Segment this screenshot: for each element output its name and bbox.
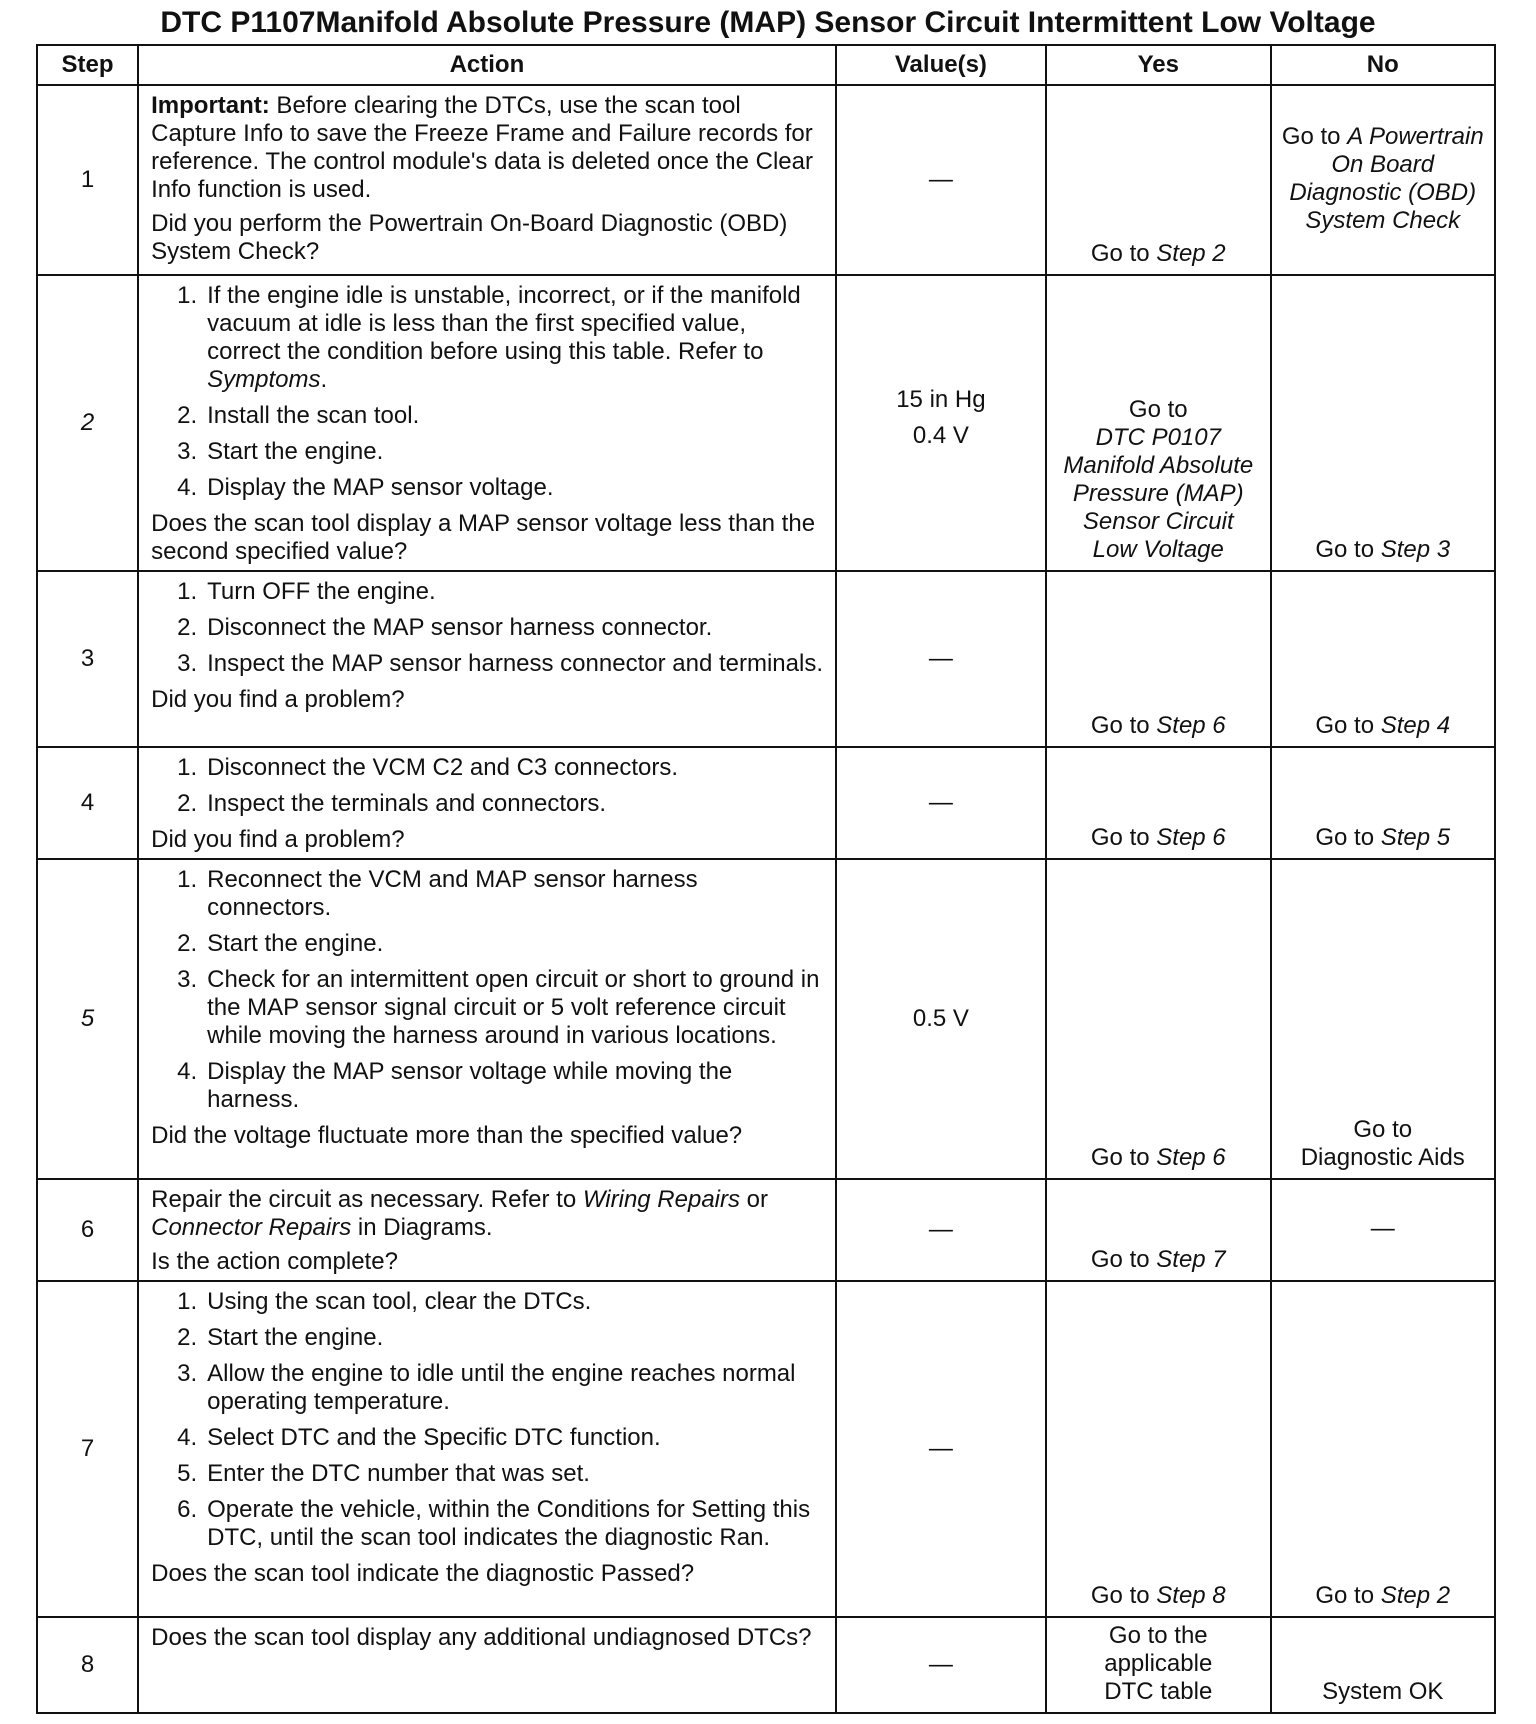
- action-question: Did you find a problem?: [151, 826, 405, 853]
- item-number: 3.: [177, 438, 198, 465]
- action-cell: [138, 85, 836, 275]
- no-reference: Step 2: [1380, 1582, 1451, 1609]
- table-header-row: [37, 45, 1495, 85]
- yes-line: applicable: [1104, 1650, 1213, 1677]
- table-row-step-1: [37, 85, 1495, 275]
- item-text: Select DTC and the Specific DTC function.: [207, 1424, 661, 1451]
- yes-prefix: Go to: [1090, 712, 1157, 739]
- item-number: 2.: [177, 930, 198, 957]
- list-item: [151, 578, 825, 606]
- item-text: Using the scan tool, clear the DTCs.: [207, 1288, 592, 1315]
- list-item: [151, 614, 825, 642]
- header-step: Step: [37, 45, 138, 85]
- action-cell: [138, 747, 836, 859]
- item-text: Start the engine.: [207, 930, 384, 957]
- yes-reference: Step 6: [1156, 824, 1226, 851]
- no-prefix: Go to: [1315, 1582, 1381, 1609]
- no-line: Diagnostic Aids: [1300, 1144, 1465, 1171]
- no-prefix: Go to: [1315, 712, 1381, 739]
- action-cell: [138, 571, 836, 747]
- action-cell: [138, 859, 836, 1179]
- item-text: Display the MAP sensor voltage.: [207, 474, 554, 501]
- no-prefix: Go to: [1315, 824, 1381, 851]
- values-cell: —: [836, 1617, 1046, 1713]
- table-row-step-6: [37, 1179, 1495, 1281]
- action-question: Does the scan tool display a MAP sensor voltage less than the second specified value?: [151, 510, 816, 565]
- list-item: [151, 790, 825, 818]
- document-title: DTC P1107Manifold Absolute Pressure (MAP) Sensor Circuit Intermittent Low Voltage: [160, 6, 1376, 39]
- item-number: 1.: [177, 1288, 198, 1315]
- no-prefix: Go to: [1281, 123, 1348, 150]
- item-number: 4.: [177, 474, 198, 501]
- action-question: Does the scan tool indicate the diagnostic Passed?: [151, 1560, 695, 1587]
- item-text-end: .: [320, 366, 328, 393]
- yes-reference: Step 2: [1156, 240, 1226, 267]
- list-item: [151, 930, 825, 958]
- repair-text: or: [740, 1186, 769, 1213]
- yes-prefix: Go to: [1090, 1582, 1157, 1609]
- item-number: 2.: [177, 790, 198, 817]
- list-item: [151, 474, 825, 502]
- list-item: [151, 754, 825, 782]
- header-no: No: [1271, 45, 1496, 85]
- list-item: [151, 402, 825, 430]
- list-item: [151, 866, 825, 922]
- no-reference: A Powertrain On Board Diagnostic (OBD) System Check: [1289, 123, 1484, 234]
- yes-prefix: Go to: [1090, 1144, 1157, 1171]
- yes-reference-line: Pressure (MAP): [1072, 480, 1244, 507]
- table-row-step-7: [37, 1281, 1495, 1617]
- action-question: Did the voltage fluctuate more than the specified value?: [151, 1122, 743, 1149]
- item-text-part: If the engine idle is unstable, incorrect, or if the manifold vacuum at idle is less than the first specified value, correct the condition before using this table. Refer to: [207, 282, 801, 365]
- item-text: Start the engine.: [207, 1324, 384, 1351]
- item-number: 1.: [177, 754, 198, 781]
- item-text: Disconnect the MAP sensor harness connector.: [207, 614, 713, 641]
- step-number: 2: [37, 275, 138, 571]
- list-item: [151, 438, 825, 466]
- values-cell: —: [836, 85, 1046, 275]
- values-cell: —: [836, 1281, 1046, 1617]
- action-cell: [138, 1281, 836, 1617]
- yes-cell: [1046, 1617, 1270, 1713]
- list-item: [151, 966, 825, 1050]
- item-number: 3.: [177, 966, 198, 993]
- no-cell: [1271, 571, 1496, 747]
- no-line: Go to: [1353, 1116, 1413, 1143]
- yes-reference-line: Sensor Circuit: [1082, 508, 1234, 535]
- table-row-step-2: [37, 275, 1495, 571]
- no-cell: [1271, 85, 1496, 275]
- list-item: [151, 1360, 825, 1416]
- item-text: [207, 282, 825, 394]
- action-steps: [151, 282, 825, 502]
- item-number: 3.: [177, 1360, 198, 1387]
- yes-reference-line: Manifold Absolute: [1063, 452, 1254, 479]
- header-values: Value(s): [836, 45, 1046, 85]
- item-text: Enter the DTC number that was set.: [207, 1460, 590, 1487]
- repair-instruction: [151, 1186, 825, 1242]
- item-reference: Symptoms: [207, 366, 321, 393]
- no-cell: [1271, 1281, 1496, 1617]
- yes-reference-line: DTC P0107: [1095, 424, 1221, 451]
- yes-cell: [1046, 1281, 1270, 1617]
- item-number: 2.: [177, 402, 198, 429]
- item-text: Allow the engine to idle until the engine reaches normal operating temperature.: [207, 1360, 796, 1415]
- table-row-step-5: [37, 859, 1495, 1179]
- important-text: Before clearing the DTCs, use the scan tool Capture Info to save the Freeze Frame and Failure records for reference. The control module's data is deleted once the Clear Info function is used.: [151, 92, 813, 203]
- item-number: 4.: [177, 1424, 198, 1451]
- yes-prefix: Go to: [1090, 1246, 1157, 1273]
- list-item: [151, 1324, 825, 1352]
- no-cell: [1271, 859, 1496, 1179]
- action-question: Is the action complete?: [151, 1248, 398, 1275]
- list-item: [151, 650, 825, 678]
- table-row-step-3: [37, 571, 1495, 747]
- repair-reference: Connector Repairs: [151, 1214, 352, 1241]
- values-cell: —: [836, 571, 1046, 747]
- yes-line: DTC table: [1104, 1678, 1213, 1705]
- header-yes: Yes: [1046, 45, 1270, 85]
- no-prefix: Go to: [1315, 536, 1381, 563]
- action-steps: [151, 578, 825, 678]
- step-number: 4: [37, 747, 138, 859]
- action-question: Did you perform the Powertrain On-Board Diagnostic (OBD) System Check?: [151, 210, 788, 265]
- repair-reference: Wiring Repairs: [582, 1186, 741, 1213]
- item-number: 6.: [177, 1496, 198, 1523]
- values-cell: 0.5 V: [836, 859, 1046, 1179]
- item-number: 1.: [177, 282, 198, 309]
- important-note: [151, 92, 825, 204]
- item-text: Turn OFF the engine.: [207, 578, 436, 605]
- list-item: [151, 1496, 825, 1552]
- step-number: 6: [37, 1179, 138, 1281]
- value-vacuum: 15 in Hg: [896, 386, 986, 413]
- table-row-step-8: [37, 1617, 1495, 1713]
- step-number: 8: [37, 1617, 138, 1713]
- action-cell: [138, 1179, 836, 1281]
- list-item: [151, 1460, 825, 1488]
- repair-text: Repair the circuit as necessary. Refer to: [151, 1186, 583, 1213]
- item-text: Reconnect the VCM and MAP sensor harness connectors.: [207, 866, 698, 921]
- no-reference: Step 4: [1380, 712, 1451, 739]
- item-number: 2.: [177, 614, 198, 641]
- yes-reference: Step 6: [1156, 1144, 1226, 1171]
- yes-reference-line: Low Voltage: [1092, 536, 1224, 563]
- yes-cell: [1046, 859, 1270, 1179]
- action-cell: [138, 275, 836, 571]
- list-item: [151, 1058, 825, 1114]
- item-text: Start the engine.: [207, 438, 384, 465]
- item-number: 1.: [177, 866, 198, 893]
- yes-prefix: Go to: [1128, 396, 1188, 423]
- value-voltage: 0.4 V: [912, 422, 969, 449]
- yes-line: Go to the: [1108, 1622, 1208, 1649]
- no-reference: Step 5: [1380, 824, 1451, 851]
- important-label: Important:: [151, 92, 270, 119]
- yes-cell: [1046, 1179, 1270, 1281]
- action-steps: [151, 754, 825, 818]
- action-steps: [151, 866, 825, 1114]
- item-text: Inspect the terminals and connectors.: [207, 790, 606, 817]
- item-number: 3.: [177, 650, 198, 677]
- item-number: 5.: [177, 1460, 198, 1487]
- yes-reference: Step 6: [1156, 712, 1226, 739]
- step-number: 5: [37, 859, 138, 1179]
- item-text: Install the scan tool.: [207, 402, 420, 429]
- item-text: Check for an intermittent open circuit or short to ground in the MAP sensor signal circuit or 5 volt reference circuit while moving the harness around in various locations.: [207, 966, 820, 1049]
- yes-cell: [1046, 85, 1270, 275]
- item-text: Operate the vehicle, within the Conditions for Setting this DTC, until the scan tool indicates the diagnostic Ran.: [207, 1496, 811, 1551]
- action-cell: [138, 1617, 836, 1713]
- yes-reference: Step 7: [1156, 1246, 1226, 1273]
- diagnostic-table: [36, 44, 1496, 1714]
- table-row-step-4: [37, 747, 1495, 859]
- step-number: 7: [37, 1281, 138, 1617]
- action-question: Does the scan tool display any additional undiagnosed DTCs?: [151, 1624, 812, 1651]
- values-cell: [836, 275, 1046, 571]
- item-number: 1.: [177, 578, 198, 605]
- step-number: 1: [37, 85, 138, 275]
- yes-cell: [1046, 747, 1270, 859]
- no-cell: System OK: [1271, 1617, 1496, 1713]
- list-item: [151, 1288, 825, 1316]
- yes-cell: [1046, 275, 1270, 571]
- action-steps: [151, 1288, 825, 1552]
- values-cell: —: [836, 747, 1046, 859]
- no-cell: [1271, 747, 1496, 859]
- no-cell: [1271, 275, 1496, 571]
- item-number: 2.: [177, 1324, 198, 1351]
- item-number: 4.: [177, 1058, 198, 1085]
- yes-reference: Step 8: [1156, 1582, 1226, 1609]
- item-text: Inspect the MAP sensor harness connector and terminals.: [207, 650, 823, 677]
- item-text: Disconnect the VCM C2 and C3 connectors.: [207, 754, 679, 781]
- header-action: Action: [138, 45, 836, 85]
- yes-cell: [1046, 571, 1270, 747]
- list-item: [151, 282, 825, 394]
- yes-prefix: Go to: [1090, 240, 1157, 267]
- item-text: Display the MAP sensor voltage while moving the harness.: [207, 1058, 733, 1113]
- no-cell: —: [1271, 1179, 1496, 1281]
- values-cell: —: [836, 1179, 1046, 1281]
- yes-prefix: Go to: [1090, 824, 1157, 851]
- list-item: [151, 1424, 825, 1452]
- repair-text: in Diagrams.: [351, 1214, 493, 1241]
- action-question: Did you find a problem?: [151, 686, 405, 713]
- no-reference: Step 3: [1380, 536, 1451, 563]
- step-number: 3: [37, 571, 138, 747]
